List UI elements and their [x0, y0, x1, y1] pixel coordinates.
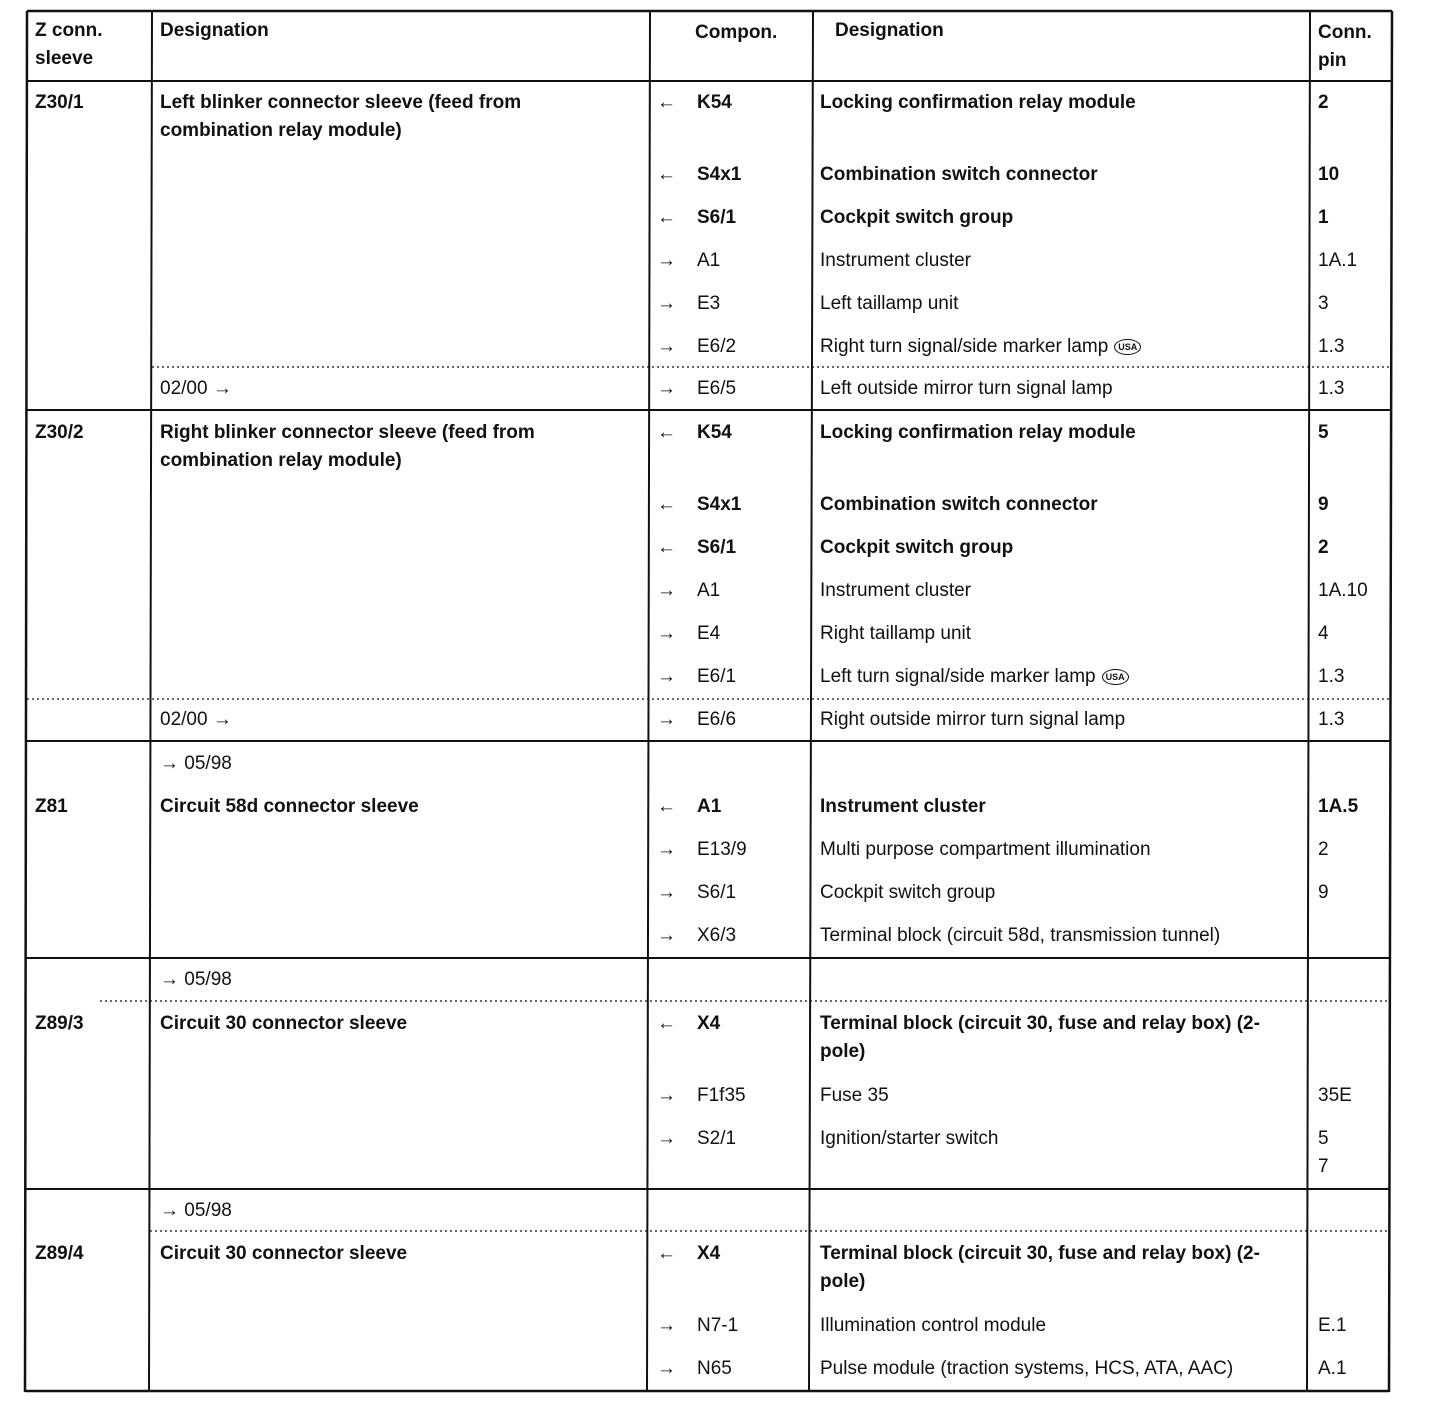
direction-arrow: → — [657, 336, 676, 357]
component-designation: Right taillamp unit — [820, 623, 972, 644]
component-designation: Locking confirmation relay module — [820, 92, 1136, 113]
direction-arrow: ← — [657, 164, 676, 185]
component-id: A1 — [697, 796, 722, 817]
sleeve-id: Z30/2 — [35, 422, 84, 443]
direction-arrow: → — [657, 666, 676, 687]
connector-pin: 5 — [1318, 422, 1329, 443]
component-id: E6/6 — [697, 709, 737, 730]
component-designation: Terminal block (circuit 30, fuse and relay box) (2-pole) — [820, 1243, 1260, 1292]
component-designation: Right outside mirror turn signal lamp — [820, 709, 1126, 730]
component-id: X4 — [697, 1013, 721, 1034]
sleeve-designation: Circuit 30 connector sleeve — [160, 1243, 408, 1264]
direction-arrow: → — [657, 378, 676, 399]
component-id: N65 — [697, 1358, 732, 1379]
sleeve-designation: Left blinker connector sleeve (feed from combination relay module) — [160, 92, 522, 141]
direction-arrow: ← — [657, 1013, 676, 1034]
connector-pin: 35E — [1318, 1085, 1352, 1106]
sleeve-designation: 02/00 → — [160, 709, 232, 730]
border-left — [25, 11, 27, 1392]
component-id: K54 — [697, 92, 732, 113]
component-designation: Locking confirmation relay module — [820, 422, 1136, 443]
direction-arrow: → — [657, 580, 676, 601]
component-designation: Terminal block (circuit 30, fuse and relay box) (2-pole) — [820, 1013, 1260, 1062]
component-designation: Pulse module (traction systems, HCS, ATA, AAC) — [820, 1358, 1234, 1379]
component-id: E4 — [697, 623, 721, 644]
component-id: E6/5 — [697, 378, 737, 399]
component-id: S6/1 — [697, 207, 737, 228]
component-designation: Cockpit switch group — [820, 537, 1014, 558]
col-sep-3 — [809, 11, 813, 1391]
component-designation: Cockpit switch group — [820, 882, 996, 903]
sleeve-designation: 02/00 → — [160, 378, 232, 399]
component-designation: Right turn signal/side marker lamp USA — [820, 333, 1141, 361]
sleeve-designation: Right blinker connector sleeve (feed from combination relay module) — [160, 422, 535, 471]
component-id: E3 — [697, 293, 721, 314]
direction-arrow: → — [657, 839, 676, 860]
sleeve-id: Z89/3 — [35, 1013, 84, 1034]
sleeve-designation: → 05/98 — [160, 969, 232, 990]
connector-pin: 1 — [1318, 207, 1329, 228]
connector-pin: 9 — [1318, 494, 1329, 515]
component-id: E6/2 — [697, 336, 737, 357]
component-designation: Illumination control module — [820, 1315, 1047, 1336]
direction-arrow: → — [657, 293, 676, 314]
col-sep-1 — [149, 11, 152, 1391]
connector-pin: 10 — [1318, 164, 1340, 185]
direction-arrow: → — [657, 1358, 676, 1379]
header-pin: Conn. pin — [1318, 22, 1372, 71]
direction-arrow: ← — [657, 1243, 676, 1264]
component-id: S4x1 — [697, 494, 742, 515]
header-designation-left: Designation — [160, 20, 269, 41]
component-id: S4x1 — [697, 164, 742, 185]
component-designation: Left taillamp unit — [820, 293, 959, 314]
component-designation: Ignition/starter switch — [820, 1128, 999, 1149]
direction-arrow: → — [657, 925, 676, 946]
direction-arrow: → — [657, 709, 676, 730]
direction-arrow: ← — [657, 494, 676, 515]
sleeve-id: Z89/4 — [35, 1243, 84, 1264]
component-id: F1f35 — [697, 1085, 746, 1106]
header-designation-right: Designation — [835, 20, 944, 41]
component-id: E13/9 — [697, 839, 747, 860]
component-designation: Instrument cluster — [820, 580, 971, 601]
connector-pin: 9 — [1318, 882, 1329, 903]
direction-arrow: ← — [657, 537, 676, 558]
component-designation: Instrument cluster — [820, 250, 971, 271]
connector-pin: 1A.1 — [1318, 250, 1358, 271]
direction-arrow: → — [657, 250, 676, 271]
component-designation: Instrument cluster — [820, 796, 986, 817]
connector-pin: 2 — [1318, 92, 1329, 113]
direction-arrow: → — [657, 882, 676, 903]
usa-badge-icon: USA — [1114, 339, 1141, 355]
component-designation: Fuse 35 — [820, 1085, 889, 1106]
component-id: K54 — [697, 422, 732, 443]
component-designation: Left outside mirror turn signal lamp — [820, 378, 1113, 399]
direction-arrow: ← — [657, 796, 676, 817]
connector-pin: 1.3 — [1318, 709, 1345, 730]
connector-pin: 2 — [1318, 537, 1329, 558]
component-designation: Cockpit switch group — [820, 207, 1014, 228]
component-id: S6/1 — [697, 537, 737, 558]
component-designation: Combination switch connector — [820, 494, 1098, 515]
component-id: A1 — [697, 250, 721, 271]
direction-arrow: ← — [657, 92, 676, 113]
connector-pin: 1A.10 — [1318, 580, 1368, 601]
connector-pin: A.1 — [1318, 1358, 1347, 1379]
component-id: E6/1 — [697, 666, 737, 687]
sleeve-designation: Circuit 30 connector sleeve — [160, 1013, 408, 1034]
sleeve-designation: Circuit 58d connector sleeve — [160, 796, 419, 817]
direction-arrow: → — [657, 1085, 676, 1106]
sleeve-designation: → 05/98 — [160, 1200, 232, 1221]
connector-pin: E.1 — [1318, 1315, 1347, 1336]
direction-arrow: ← — [657, 207, 676, 228]
direction-arrow: → — [657, 1315, 676, 1336]
sleeve-designation: → 05/98 — [160, 753, 232, 774]
col-sep-4 — [1307, 11, 1310, 1391]
usa-badge-icon: USA — [1102, 669, 1129, 685]
connector-pin: 4 — [1318, 623, 1329, 644]
col-sep-2 — [647, 11, 650, 1391]
header-component: Compon. — [695, 22, 778, 43]
component-id: X4 — [697, 1243, 721, 1264]
direction-arrow: → — [657, 1128, 676, 1149]
connector-pin: 1A.5 — [1318, 796, 1359, 817]
component-designation: Terminal block (circuit 58d, transmission tunnel) — [820, 925, 1221, 946]
component-id: S6/1 — [697, 882, 737, 903]
border-right — [1389, 11, 1392, 1392]
connector-pin: 2 — [1318, 839, 1329, 860]
connector-pin: 1.3 — [1318, 378, 1345, 399]
direction-arrow: ← — [657, 422, 676, 443]
sleeve-id: Z30/1 — [35, 92, 84, 113]
connector-pin: 1.3 — [1318, 336, 1345, 357]
header-sleeve: Z conn. sleeve — [35, 20, 103, 69]
connector-pin: 3 — [1318, 293, 1329, 314]
connector-pin: 1.3 — [1318, 666, 1345, 687]
component-designation: Left turn signal/side marker lamp USA — [820, 663, 1129, 691]
component-id: S2/1 — [697, 1128, 737, 1149]
component-designation: Multi purpose compartment illumination — [820, 839, 1151, 860]
component-id: A1 — [697, 580, 721, 601]
sleeve-id: Z81 — [35, 796, 68, 817]
component-id: N7-1 — [697, 1315, 739, 1336]
connector-pin: 5 7 — [1318, 1128, 1329, 1177]
component-id: X6/3 — [697, 925, 737, 946]
direction-arrow: → — [657, 623, 676, 644]
component-designation: Combination switch connector — [820, 164, 1098, 185]
